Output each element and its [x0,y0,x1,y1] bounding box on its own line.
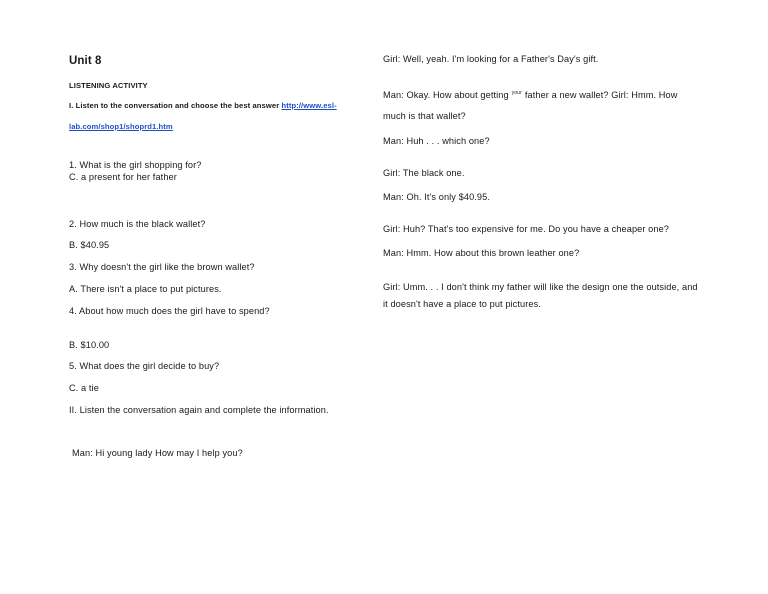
dialogue-line-man-greeting: Man: Hi young lady How may I help you? [72,448,243,458]
esl-lab-link[interactable]: http://www.esl- [281,101,337,110]
dialogue-line-2 [383,88,677,101]
dialogue-line-8: Man: Hmm. How about this brown leather one? [383,248,580,258]
dialogue-line-2-superscript: your [511,90,522,96]
question-2: 2. How much is the black wallet? [69,219,206,229]
dialogue-line-7: Girl: Huh? That's too expensive for me. Do you have a cheaper one? [383,224,670,234]
dialogue-line-1: Girl: Well, yeah. I'm looking for a Father's Day's gift. [383,54,599,64]
part-two-instruction: II. Listen the conversation again and complete the information. [69,405,329,415]
dialogue-line-4: Man: Huh . . . which one? [383,136,490,146]
answer-5: C. a tie [69,383,99,393]
question-5: 5. What does the girl decide to buy? [69,361,220,371]
dialogue-line-10: it doesn't have a place to put pictures. [383,299,541,309]
dialogue-line-6: Man: Oh. It's only $40.95. [383,192,491,202]
answer-3: A. There isn't a place to put pictures. [69,284,222,294]
instruction-text: I. Listen to the conversation and choose the best answer [69,101,280,110]
question-3: 3. Why doesn't the girl like the brown wallet? [69,262,255,272]
question-4: 4. About how much does the girl have to spend? [69,306,270,316]
question-1: 1. What is the girl shopping for? [69,160,202,170]
answer-4: B. $10.00 [69,340,110,350]
answer-1: C. a present for her father [69,172,177,182]
answer-2: B. $40.95 [69,240,110,250]
activity-heading: LISTENING ACTIVITY [69,81,148,90]
dialogue-line-2-start: Man: Okay. How about getting [383,90,509,100]
dialogue-line-5: Girl: The black one. [383,168,465,178]
instruction [69,100,337,111]
dialogue-line-2-end: father a new wallet? Girl: Hmm. How [524,90,678,100]
dialogue-line-3: much is that wallet? [383,111,466,121]
dialogue-line-9: Girl: Umm. . . I don't think my father will like the design one the outside, and [383,282,698,292]
esl-lab-link-continued[interactable]: lab.com/shop1/shoprd1.htm [69,122,173,131]
unit-heading: Unit 8 [69,55,102,67]
instruction-link-continued [69,121,173,132]
